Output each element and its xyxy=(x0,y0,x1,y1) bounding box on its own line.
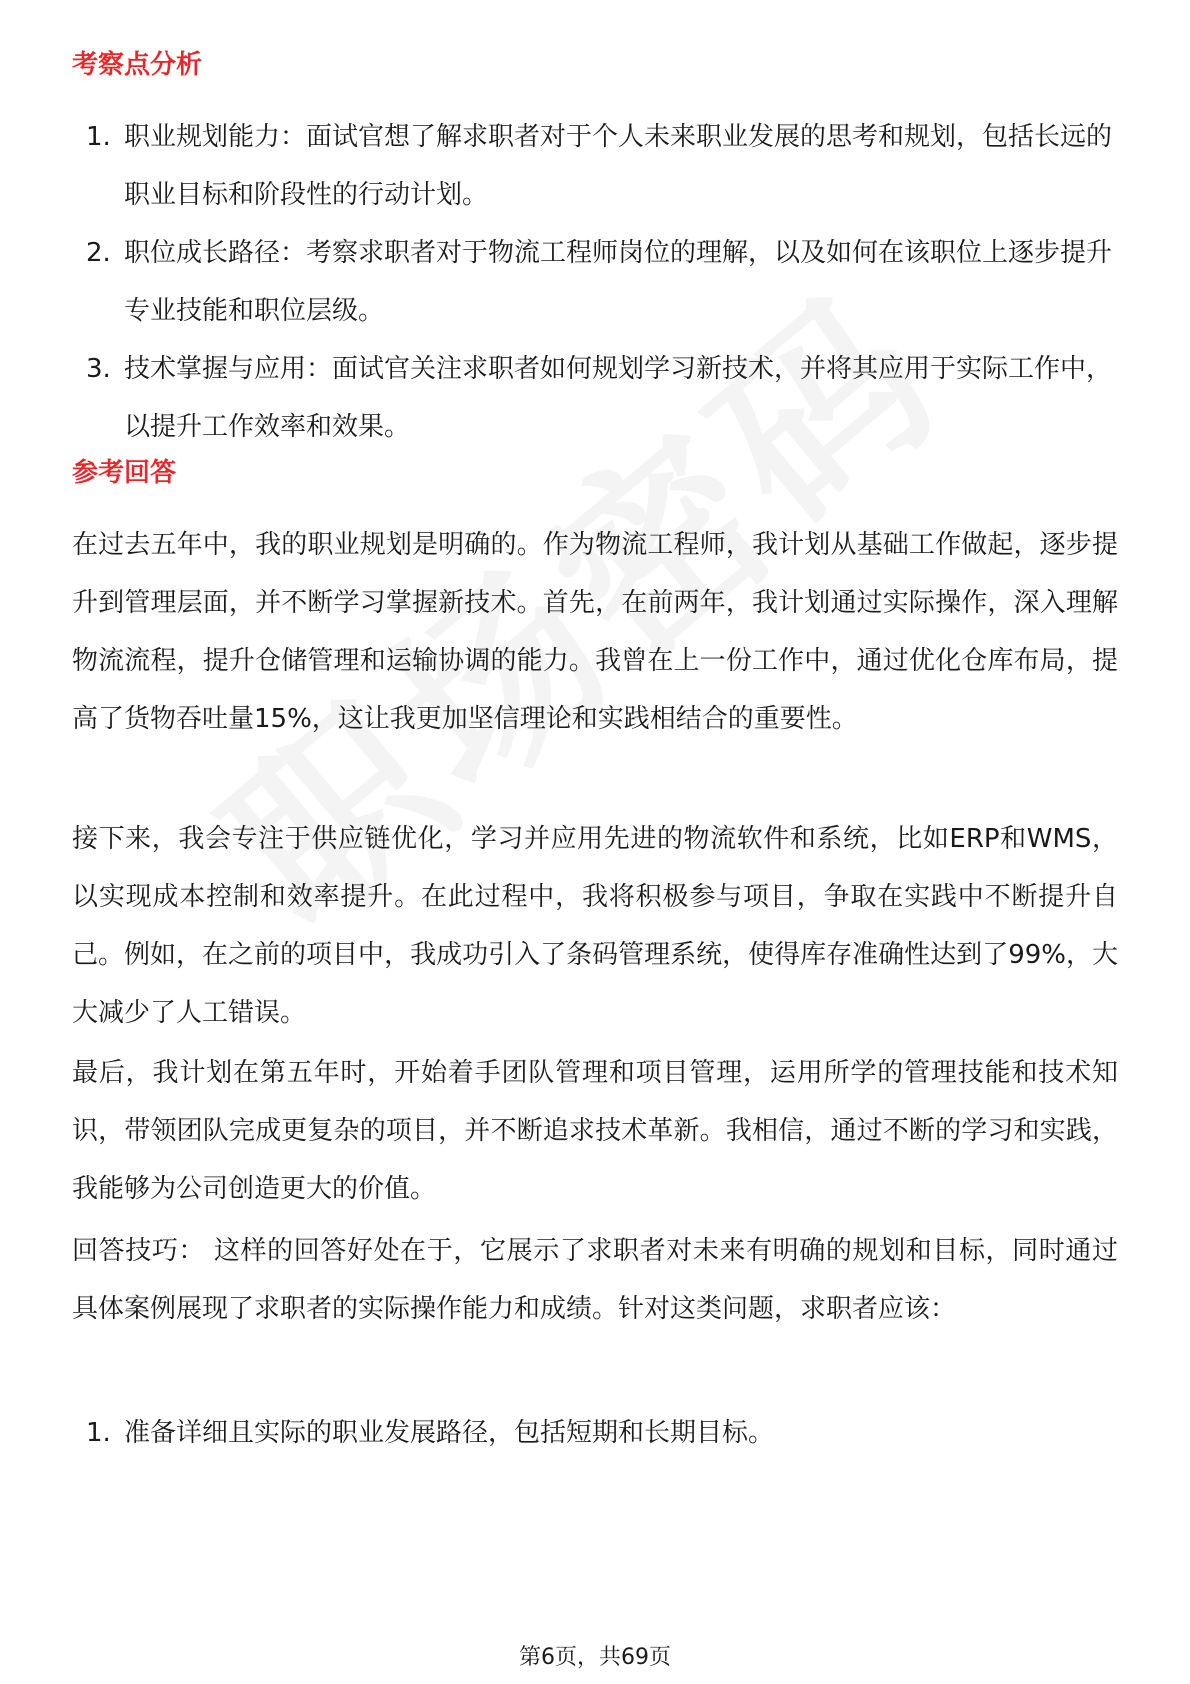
answer-paragraph-1: 在过去五年中，我的职业规划是明确的。作为物流工程师，我计划从基础工作做起，逐步提升到管理层面，并不断学习掌握新技术。首先，在前两年，我计划通过实际操作，深入理解物流流程，提升仓储管理和运输协调的能力。我曾在上一份工作中，通过优化仓库布局，提高了货物吞吐量15%，这让我更加坚信理论和实践相结合的重要性。 xyxy=(72,530,1118,734)
page-number-footer: 第6页，共69页 xyxy=(519,1645,671,1670)
list-item xyxy=(72,340,1118,456)
answer-paragraph-2: 接下来，我会专注于供应链优化，学习并应用先进的物流软件和系统，比如ERP和WMS，以实现成本控制和效率提升。在此过程中，我将积极参与项目，争取在实践中不断提升自己。例如，在之前的项目中，我成功引入了条码管理系统，使得库存准确性达到了99%，大大减少了人工错误。 xyxy=(72,824,1118,1028)
list-item-text: 技术掌握与应用：面试官关注求职者如何规划学习新技术，并将其应用于实际工作中，以提升工作效率和效果。 xyxy=(124,354,1113,442)
list-item-text: 准备详细且实际的职业发展路径，包括短期和长期目标。 xyxy=(124,1418,775,1448)
list-item xyxy=(72,1404,1118,1462)
list-item-number: 3. xyxy=(86,354,111,384)
list-item-number: 1. xyxy=(86,122,111,152)
list-item xyxy=(72,224,1118,340)
analysis-list xyxy=(72,108,1118,456)
list-item-text: 职业规划能力：面试官想了解求职者对于个人未来职业发展的思考和规划，包括长远的职业目标和阶段性的行动计划。 xyxy=(124,122,1113,210)
list-item-number: 2. xyxy=(86,238,111,268)
list-item-text: 职位成长路径：考察求职者对于物流工程师岗位的理解，以及如何在该职位上逐步提升专业技能和职位层级。 xyxy=(124,238,1113,326)
answer-tips-paragraph: 回答技巧： 这样的回答好处在于，它展示了求职者对未来有明确的规划和目标，同时通过具体案例展现了求职者的实际操作能力和成绩。针对这类问题，求职者应该： xyxy=(72,1236,1118,1324)
list-item xyxy=(72,108,1118,224)
section-title-reference-answer: 参考回答 xyxy=(72,458,177,488)
answer-paragraph-3: 最后，我计划在第五年时，开始着手团队管理和项目管理，运用所学的管理技能和技术知识，带领团队完成更复杂的项目，并不断追求技术革新。我相信，通过不断的学习和实践，我能够为公司创造更大的价值。 xyxy=(72,1058,1118,1204)
list-item-number: 1. xyxy=(86,1418,111,1448)
section-title-analysis: 考察点分析 xyxy=(72,50,203,80)
tips-list xyxy=(72,1404,1118,1462)
